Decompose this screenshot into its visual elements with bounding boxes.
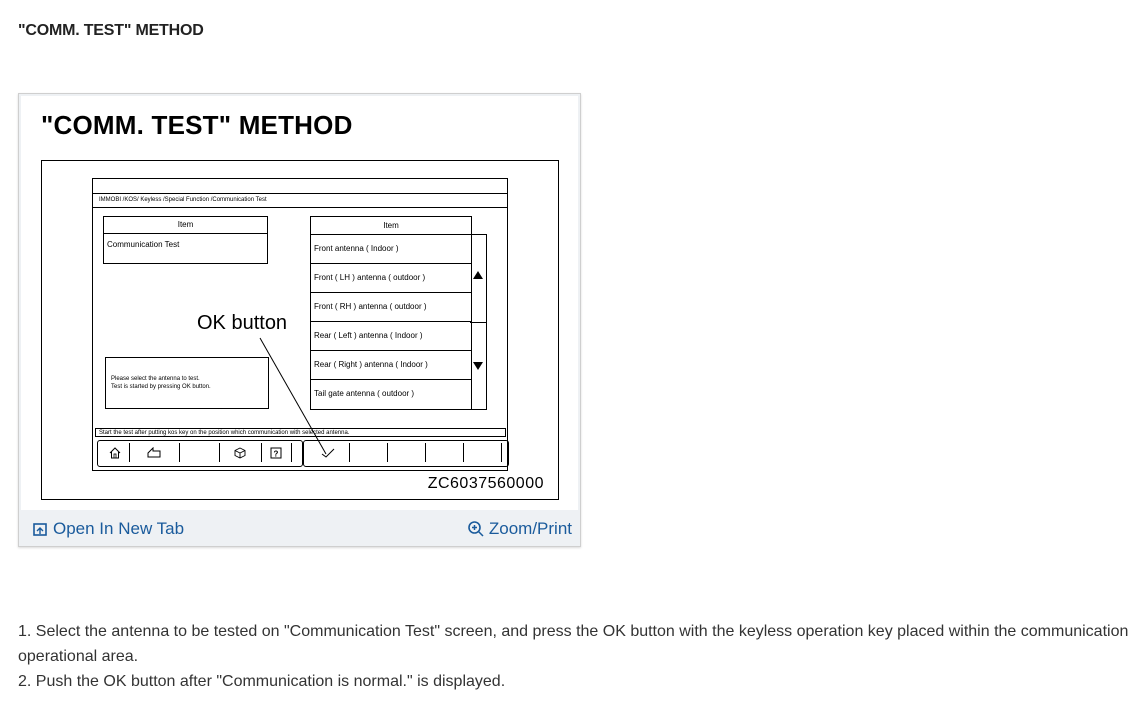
antenna-row: Rear ( Left ) antenna ( Indoor ) [311,322,471,351]
figure-links [19,511,580,545]
status-bar: Start the test after putting kos key on the position which communication with selected antenna. [95,428,506,437]
instruction-line-2: Test is started by pressing OK button. [111,384,211,390]
instruction-steps [18,619,1133,694]
antenna-row: Front ( RH ) antenna ( outdoor ) [311,293,471,322]
figure-code: ZC6037560000 [427,475,544,492]
svg-text:?: ? [273,448,279,458]
screen-breadcrumb: IMMOBI /KOS/ Keyless /Special Function /Communication Test [93,193,507,208]
figure-card [18,93,581,547]
open-in-new-tab-link[interactable] [33,519,184,539]
open-new-tab-icon [33,523,47,536]
antenna-row: Tail gate antenna ( outdoor ) [314,389,415,398]
step-item: 1. Select the antenna to be tested on "Communication Test" screen, and press the OK button with the keyless operation key placed within the communication operational area. [18,623,1129,665]
item-table-header: Item [104,217,267,234]
item-table-value: Communication Test [107,240,180,249]
instruction-line-1: Please select the antenna to test. [111,376,200,382]
ok-button-callout-label: OK button [197,312,288,334]
antenna-row: Rear ( Right ) antenna ( Indoor ) [311,351,471,380]
zoom-print-link[interactable] [467,519,572,539]
callout-line [42,161,558,499]
antenna-row: Front antenna ( Indoor ) [311,235,471,264]
figure-image [21,96,578,510]
page-heading: "COMM. TEST" METHOD [18,22,204,39]
zoom-in-icon [467,520,485,538]
antenna-table-header: Item [311,217,471,235]
diagram-frame [41,160,559,500]
step-item: 2. Push the OK button after "Communication is normal." is displayed. [18,673,506,690]
figure-title: "COMM. TEST" METHOD [41,110,353,140]
zoom-print-label: Zoom/Print [488,519,572,538]
open-in-new-tab-label: Open In New Tab [53,519,185,538]
antenna-row: Front ( LH ) antenna ( outdoor ) [311,264,471,293]
